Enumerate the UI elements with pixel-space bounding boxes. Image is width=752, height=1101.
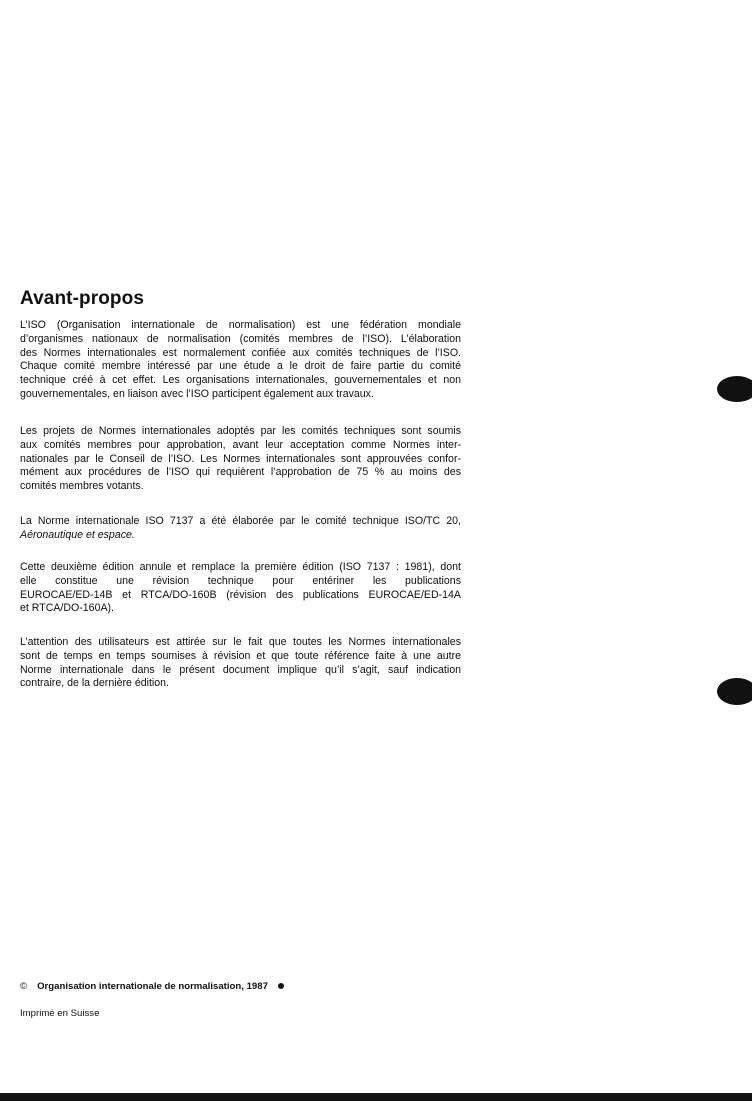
text-line: sont de temps en temps soumises à révision et que toute référence faite à une autre [20,649,461,662]
text-line: elle constitue une révision technique pour entériner les publications [20,574,461,587]
text-line: L’attention des utilisateurs est attirée sur le fait que toutes les Normes internationales [20,636,461,648]
text-line: L’ISO (Organisation internationale de normalisation) est une fédération mondiale [20,319,461,331]
text-line: Cette deuxième édition annule et remplace la première édition (ISO 7137 : 1981), dont [20,561,461,573]
text-line: d’organismes nationaux de normalisation (comités membres de l’ISO). L’élaboration [20,332,461,345]
copyright-symbol: © [20,981,28,992]
text-line: aux comités membres pour approbation, avant leur acceptation comme Normes inter- [20,438,461,451]
copyright-notice [20,981,284,992]
text-line: La Norme internationale ISO 7137 a été élaborée par le comité technique ISO/TC 20, [20,515,461,527]
page-title: Avant-propos [20,288,144,309]
text-line: Aéronautique et espace. [20,528,135,541]
paragraph-revision [20,636,461,691]
copyright-text: Organisation internationale de normalisation, 1987 [37,981,268,992]
text-line: des Normes internationales est normalement confiée aux comités techniques de l’ISO. [20,346,461,359]
text-line: gouvernementales, en liaison avec l’ISO participent également aux travaux. [20,387,374,400]
paragraph-committee [20,515,461,543]
text-line: et RTCA/DO-160A). [20,602,114,615]
text-line: mément aux procédures de l’ISO qui requièrent l’approbation de 75 % au moins des [20,466,461,479]
text-line: comités membres votants. [20,480,144,493]
text-line: Norme internationale dans le présent document implique qu’il s’agit, sauf indication [20,663,461,676]
text-line: Chaque comité membre intéressé par une étude a le droit de faire partie du comité [20,360,461,373]
text-line: technique créé à cet effet. Les organisations internationales, gouvernementales et non [20,374,461,387]
text-line: EUROCAE/ED-14B et RTCA/DO-160B (révision des publications EUROCAE/ED-14A [20,588,461,601]
bullet-dot-icon [278,983,284,989]
punch-hole-icon [717,678,752,705]
text-line: Les projets de Normes internationales adoptés par les comités techniques sont soumis [20,425,461,437]
text-line: nationales par le Conseil de l’ISO. Les Normes internationales sont approuvées confor- [20,452,461,465]
text-line: contraire, de la dernière édition. [20,677,169,690]
scan-edge-bar [0,1093,752,1101]
paragraph-approval [20,425,461,494]
printed-in: Imprimé en Suisse [20,1008,100,1019]
paragraph-intro [20,319,461,402]
punch-hole-icon [717,376,752,402]
paragraph-edition [20,561,461,616]
